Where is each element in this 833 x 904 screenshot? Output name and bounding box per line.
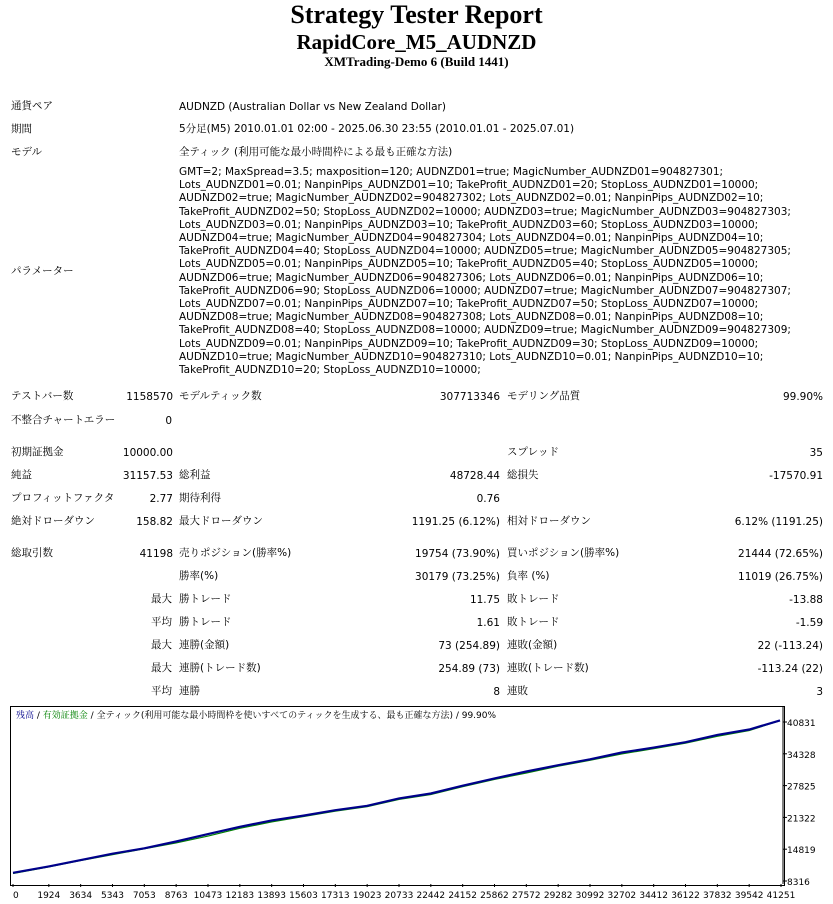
short-label: 売りポジション(勝率%): [179, 547, 292, 559]
symbol-value: AUDNZD (Australian Dollar vs New Zealand Dollar): [179, 101, 446, 113]
largest-win-label: 勝トレード: [179, 593, 232, 605]
largest-loss-value: -13.88: [789, 594, 823, 606]
x-tick-label: 17313: [321, 891, 350, 901]
netprofit-value: 31157.53: [122, 470, 173, 482]
grossloss-label: 総損失: [507, 469, 539, 481]
winrate-label: 勝率(%): [179, 570, 219, 582]
mismatch-label: 不整合チャートエラー: [11, 414, 116, 426]
bars-label: テストバー数: [11, 390, 74, 402]
deposit-value: 10000.00: [122, 447, 173, 459]
maxconswin-value: 73 (254.89): [438, 640, 500, 652]
x-tick-label: 19023: [352, 891, 382, 901]
maxdd-value: 1191.25 (6.12%): [411, 516, 500, 528]
x-tick-label: 1924: [37, 891, 61, 901]
x-tick-label: 22442: [416, 891, 446, 901]
maxconsloss-value: 22 (-113.24): [757, 640, 823, 652]
maxconswin-label: 連勝(金額): [179, 639, 230, 651]
report-build: XMTrading-Demo 6 (Build 1441): [324, 54, 509, 69]
legend-sep-3: /: [452, 711, 462, 721]
maxconsprofit-value: 254.89 (73): [438, 663, 500, 675]
avg-label-1: 平均: [151, 616, 172, 628]
mismatch-value: 0: [165, 415, 172, 427]
period-value: 5分足(M5) 2010.01.01 02:00 - 2025.06.30 23:55 (2010.01.01 - 2025.07.01): [179, 123, 575, 135]
legend-sep-2: /: [87, 711, 97, 721]
grossprofit-label: 総利益: [179, 469, 211, 481]
ticks-label: モデルティック数: [179, 390, 262, 402]
avg-win-value: 1.61: [476, 617, 500, 629]
pf-label: プロフィットファクタ: [11, 492, 115, 504]
lossrate-label: 負率 (%): [507, 570, 550, 582]
x-tick-label: 13893: [257, 891, 286, 901]
deposit-label: 初期証拠金: [11, 446, 64, 458]
legend-quality: 99.90%: [461, 711, 497, 721]
long-value: 21444 (72.65%): [738, 548, 823, 560]
params-label: パラメーター: [11, 265, 74, 277]
pf-value: 2.77: [149, 493, 173, 505]
maxdd-label: 最大ドローダウン: [179, 515, 263, 527]
avgconsloss-value: 3: [816, 686, 823, 698]
model-value: 全ティック (利用可能な最小時間枠による最も正確な方法): [179, 146, 453, 158]
grossloss-value: -17570.91: [769, 470, 823, 482]
trades-value: 41198: [139, 548, 173, 560]
model-label: モデル: [11, 146, 42, 158]
lossrate-value: 11019 (26.75%): [738, 571, 823, 583]
avg-label-2: 平均: [151, 685, 172, 697]
x-tick-label: 3634: [69, 891, 93, 901]
expected-label: 期待利得: [179, 492, 221, 504]
reldd-value: 6.12% (1191.25): [734, 516, 823, 528]
x-tick-label: 0: [13, 891, 19, 901]
period-label: 期間: [11, 123, 32, 135]
x-tick-label: 7053: [132, 891, 156, 901]
avgconswin-label: 連勝: [179, 685, 200, 697]
largest-loss-label: 敗トレード: [507, 593, 560, 605]
y-tick-label: 21322: [787, 814, 816, 825]
absdd-value: 158.82: [136, 516, 173, 528]
x-tick-label: 41251: [766, 891, 796, 901]
report-subtitle: RapidCore_M5_AUDNZD: [296, 30, 537, 54]
x-tick-label: 32702: [607, 891, 637, 901]
x-tick-label: 27572: [512, 891, 541, 901]
winrate-value: 30179 (73.25%): [415, 571, 500, 583]
legend-balance: 残高: [16, 711, 35, 721]
x-tick-label: 30992: [575, 891, 605, 901]
y-tick-label: 34328: [787, 750, 816, 761]
x-tick-label: 12183: [225, 891, 255, 901]
x-tick-label: 5343: [101, 891, 124, 901]
max-label-2: 最大: [151, 639, 172, 651]
avg-win-label: 勝トレード: [179, 616, 232, 628]
balance-line: [13, 720, 780, 872]
x-tick-label: 36122: [671, 891, 700, 901]
avgconsloss-label: 連敗: [507, 685, 528, 697]
bars-value: 1158570: [126, 391, 173, 403]
x-tick-label: 29282: [543, 891, 573, 901]
avg-loss-value: -1.59: [795, 617, 823, 629]
legend-equity: 有効証拠金: [42, 711, 88, 721]
netprofit-label: 純益: [11, 469, 32, 481]
params-value: GMT=2; MaxSpread=3.5; maxposition=120; AUDNZD01=true; MagicNumber_AUDNZD01=904827301; Lots_AUDNZD01=0.01; NanpinPips_AUDNZD01=10; TakeProfit_AUDNZD01=20; StopLoss_AUDNZD01=10000; AUDNZD02=true; MagicNumber_AUDNZD02=904827302; Lots_AUDNZD02=0.01; NanpinPips_AUDNZD02=10; TakeProfit_AUDNZD02=50; StopLoss_AUDNZD02=10000; AUDNZD03=true; MagicNumber_AUDNZD03=904827303; Lots_AUDNZD03=0.01; NanpinPips_AUDNZD03=10; TakeProfit_AUDNZD03=60; StopLoss_AUDNZD03=10000; AUDNZD04=true; MagicNumber_AUDNZD04=904827304; Lots_AUDNZD04=0.01; NanpinPips_AUDNZD04=10; TakeProfit_AUDNZD04=40; StopLoss_AUDNZD04=10000; AUDNZD05=true; MagicNumber_AUDNZD05=904827305; Lots_AUDNZD05=0.01; NanpinPips_AUDNZD05=10; TakeProfit_AUDNZD05=40; StopLoss_AUDNZD05=10000; AUDNZD06=true; MagicNumber_AUDNZD06=904827306; Lots_AUDNZD06=0.01; NanpinPips_AUDNZD06=10; TakeProfit_AUDNZD06=90; StopLoss_AUDNZD06=10000; AUDNZD07=true; MagicNumber_AUDNZD07=904827307; Lots_AUDNZD07=0.01; NanpinPips_AUDNZD07=10; TakeProfit_AUDNZD07=50; StopLoss_AUDNZD07=10000; AUDNZD08=true; MagicNumber_AUDNZD08=904827308; Lots_AUDNZD08=0.01; NanpinPips_AUDNZD08=10; TakeProfit_AUDNZD08=40; StopLoss_AUDNZD08=10000; AUDNZD09=true; MagicNumber_AUDNZD09=904827309; Lots_AUDNZD09=0.01; NanpinPips_AUDNZD09=10; TakeProfit_AUDNZD09=30; StopLoss_AUDNZD09=10000; AUDNZD10=true; MagicNumber_AUDNZD10=904827310; Lots_AUDNZD10=0.01; NanpinPips_AUDNZD10=10; TakeProfit_AUDNZD10=20; StopLoss_AUDNZD10=10000;: [179, 166, 791, 377]
quality-label: モデリング品質: [507, 390, 581, 402]
legend-model: 全ティック(利用可能な最小時間枠を使いすべてのティックを生成する、最も正確な方法): [96, 711, 453, 721]
symbol-label: 通貨ペア: [11, 100, 53, 112]
absdd-label: 絶対ドローダウン: [11, 515, 95, 527]
largest-win-value: 11.75: [469, 594, 500, 606]
maxconsloss-label: 連敗(金額): [507, 639, 558, 651]
chart-legend: [16, 711, 496, 722]
report-title: Strategy Tester Report: [290, 0, 543, 29]
y-tick-label: 14819: [787, 846, 816, 857]
x-tick-label: 20733: [384, 891, 414, 901]
x-tick-label: 24152: [448, 891, 477, 901]
x-tick-label: 39542: [734, 891, 764, 901]
grossprofit-value: 48728.44: [449, 470, 500, 482]
maxconsprofit-label: 連勝(トレード数): [179, 662, 261, 674]
trades-label: 総取引数: [11, 547, 53, 559]
reldd-label: 相対ドローダウン: [507, 515, 591, 527]
maxconslossamt-label: 連敗(トレード数): [507, 662, 589, 674]
x-tick-label: 8763: [164, 891, 188, 901]
y-tick-label: 8316: [787, 878, 810, 888]
x-tick-label: 10473: [193, 891, 223, 901]
y-tick-label: 27825: [787, 782, 816, 793]
ticks-value: 307713346: [439, 391, 500, 403]
spread-label: スプレッド: [507, 446, 559, 458]
avg-loss-label: 敗トレード: [507, 616, 560, 628]
legend-sep-1: /: [34, 711, 43, 721]
long-label: 買いポジション(勝率%): [507, 547, 620, 559]
x-tick-label: 25862: [480, 891, 509, 901]
quality-value: 99.90%: [782, 391, 823, 403]
x-tick-label: 15603: [289, 891, 318, 901]
short-value: 19754 (73.90%): [415, 548, 500, 560]
maxconslossamt-value: -113.24 (22): [757, 663, 823, 675]
max-label-1: 最大: [151, 593, 172, 605]
avgconswin-value: 8: [493, 686, 500, 698]
x-tick-label: 37832: [703, 891, 732, 901]
x-tick-label: 34412: [639, 891, 668, 901]
y-tick-label: 40831: [787, 719, 816, 729]
spread-value: 35: [809, 447, 823, 459]
expected-value: 0.76: [476, 493, 500, 505]
max-label-3: 最大: [151, 662, 172, 674]
